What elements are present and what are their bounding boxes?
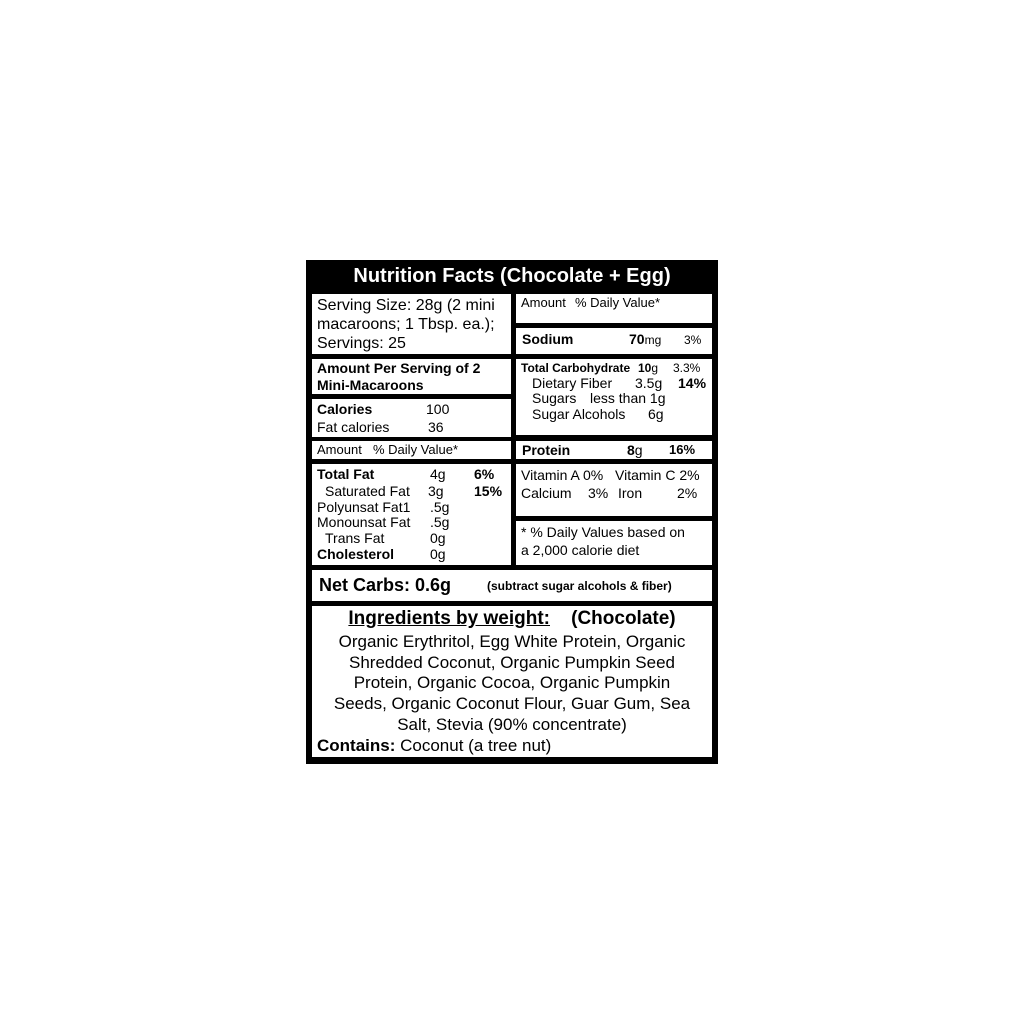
left-dv-header [312, 441, 511, 459]
fiber-label: Dietary Fiber [532, 375, 613, 391]
ingredients-line-5: Salt, Stevia (90% concentrate) [397, 715, 627, 734]
calories-box [312, 399, 511, 437]
fiber-dv: 14% [678, 375, 707, 391]
protein-unit: g [634, 442, 643, 458]
saturated-fat-dv: 15% [474, 483, 503, 499]
protein-amount-wrap [627, 442, 643, 458]
calcium-value: 3% [588, 485, 609, 501]
amount-per-serving-box [312, 359, 511, 394]
left-amount-header: Amount [317, 442, 362, 457]
cholesterol-amount: 0g [430, 546, 446, 562]
vitamin-c: Vitamin C 2% [615, 467, 700, 483]
serving-box [312, 294, 511, 354]
sugars-label: Sugars [532, 390, 577, 406]
carbohydrate-box [516, 359, 712, 435]
fats-box [312, 464, 511, 565]
ingredients-flavor: (Chocolate) [571, 608, 676, 629]
contains-value: Coconut (a tree nut) [400, 736, 552, 755]
calcium-label: Calcium [521, 485, 572, 501]
vitamin-a: Vitamin A 0% [521, 467, 604, 483]
trans-fat-label: Trans Fat [325, 530, 385, 546]
protein-amount: 8 [627, 442, 635, 458]
footnote-line-1: * % Daily Values based on [521, 524, 685, 540]
sodium-dv: 3% [684, 333, 702, 347]
contains-label: Contains: [317, 736, 396, 755]
calories-value: 100 [426, 401, 450, 417]
ingredients-line-2: Shredded Coconut, Organic Pumpkin Seed [348, 653, 676, 672]
cholesterol-label: Cholesterol [317, 546, 395, 562]
right-amount-header: Amount [521, 295, 566, 310]
contains-row [317, 736, 551, 755]
fat-calories-value: 36 [428, 419, 444, 435]
iron-label: Iron [618, 485, 643, 501]
serving-line-2: macaroons; 1 Tbsp. ea.); [317, 316, 495, 333]
nutrition-label [306, 260, 718, 764]
protein-label: Protein [522, 442, 571, 458]
calories-label: Calories [317, 401, 373, 417]
total-fat-label: Total Fat [317, 466, 375, 482]
sodium-unit: mg [644, 333, 662, 347]
ingredients-line-4: Seeds, Organic Coconut Flour, Guar Gum, Sea [333, 694, 691, 713]
sodium-amount-wrap [629, 331, 661, 348]
net-carbs-box [312, 570, 712, 601]
footnote-box [516, 521, 712, 565]
amount-per-serving-line-1: Amount Per Serving of 2 [317, 360, 481, 376]
carb-amount-wrap [638, 360, 658, 376]
serving-line-1: Serving Size: 28g (2 mini [317, 297, 495, 314]
saturated-fat-amount: 3g [428, 483, 444, 499]
protein-dv: 16% [669, 442, 696, 457]
monounsat-fat-label: Monounsat Fat [317, 514, 411, 530]
ingredients-heading-row [318, 608, 706, 630]
fat-calories-label: Fat calories [317, 419, 390, 435]
sugars-amount: less than 1g [590, 390, 666, 406]
label-title: Nutrition Facts (Chocolate + Egg) [353, 265, 671, 287]
net-carbs-label: Net Carbs: 0.6g [319, 575, 452, 595]
sodium-label: Sodium [522, 331, 574, 347]
ingredients-line-3: Protein, Organic Cocoa, Organic Pumpkin [353, 673, 671, 692]
polyunsat-fat-label: Polyunsat Fat1 [317, 499, 411, 515]
amount-per-serving-line-2: Mini-Macaroons [317, 377, 424, 393]
right-dv-label: % Daily Value* [575, 295, 661, 310]
sugar-alcohols-amount: 6g [648, 406, 664, 422]
carb-dv: 3.3% [673, 361, 701, 375]
net-carbs-note: (subtract sugar alcohols & fiber) [487, 579, 672, 593]
total-fat-amount: 4g [430, 466, 446, 482]
sodium-box [516, 328, 712, 354]
ingredients-box [312, 606, 712, 757]
ingredients-heading: Ingredients by weight: [348, 608, 550, 629]
carb-amount: 10 [638, 361, 652, 375]
fiber-amount: 3.5g [635, 375, 663, 391]
sugar-alcohols-label: Sugar Alcohols [532, 406, 626, 422]
right-dv-header [516, 294, 712, 323]
carb-unit: g [651, 361, 659, 375]
carb-label: Total Carbohydrate [521, 361, 631, 375]
footnote-line-2: a 2,000 calorie diet [521, 542, 640, 558]
vitamins-box [516, 464, 712, 516]
sodium-amount: 70 [629, 331, 645, 347]
left-dv-label: % Daily Value* [373, 442, 459, 457]
trans-fat-amount: 0g [430, 530, 446, 546]
saturated-fat-label: Saturated Fat [325, 483, 410, 499]
serving-line-3: Servings: 25 [317, 335, 406, 352]
iron-value: 2% [677, 485, 698, 501]
ingredients-line-1: Organic Erythritol, Egg White Protein, Organic [338, 632, 686, 651]
total-fat-dv: 6% [474, 466, 495, 482]
protein-box [516, 441, 712, 459]
monounsat-fat-amount: .5g [430, 514, 450, 530]
polyunsat-fat-amount: .5g [430, 499, 450, 515]
